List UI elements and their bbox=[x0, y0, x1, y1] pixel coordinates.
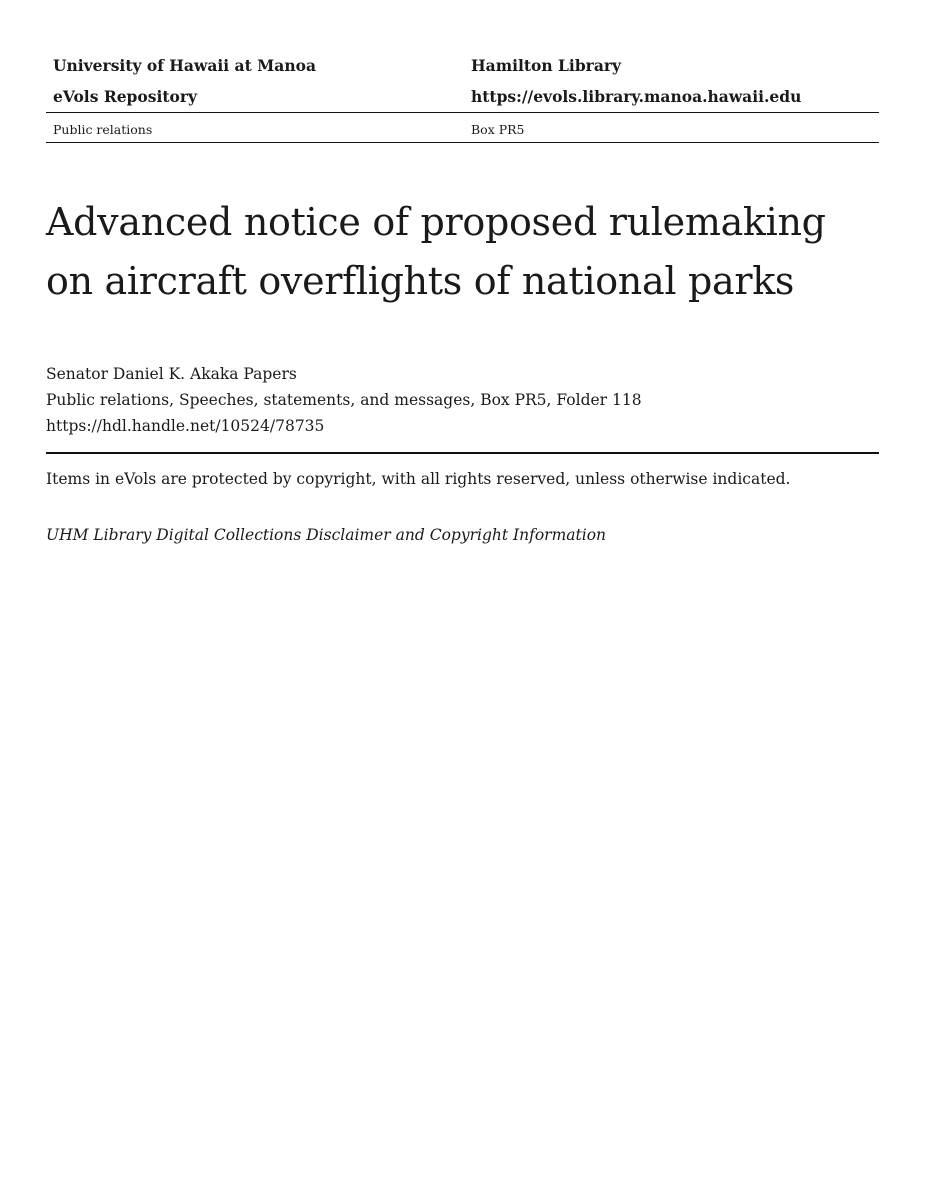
subheader bbox=[46, 113, 879, 142]
institution-name: University of Hawaii at Manoa bbox=[53, 56, 316, 75]
box-label: Box PR5 bbox=[471, 122, 525, 137]
library-name: Hamilton Library bbox=[471, 56, 622, 75]
repository-name: eVols Repository bbox=[53, 87, 198, 106]
rights-statement: Items in eVols are protected by copyright, with all rights reserved, unless otherwise indicated. bbox=[46, 470, 791, 488]
collection-series: Public relations bbox=[53, 122, 153, 137]
document-metadata bbox=[46, 361, 879, 439]
document-title: Advanced notice of proposed rulemaking on aircraft overflights of national parks bbox=[46, 200, 826, 303]
disclaimer-link[interactable]: UHM Library Digital Collections Disclaimer and Copyright Information bbox=[46, 526, 607, 544]
collection-name: Senator Daniel K. Akaka Papers bbox=[46, 365, 297, 383]
folder-location: Public relations, Speeches, statements, and messages, Box PR5, Folder 118 bbox=[46, 391, 642, 409]
cover-page bbox=[46, 50, 879, 548]
repository-url[interactable]: https://evols.library.manoa.hawaii.edu bbox=[471, 87, 802, 106]
header bbox=[46, 50, 879, 112]
footer-divider bbox=[46, 452, 879, 454]
handle-link[interactable]: https://hdl.handle.net/10524/78735 bbox=[46, 417, 325, 435]
